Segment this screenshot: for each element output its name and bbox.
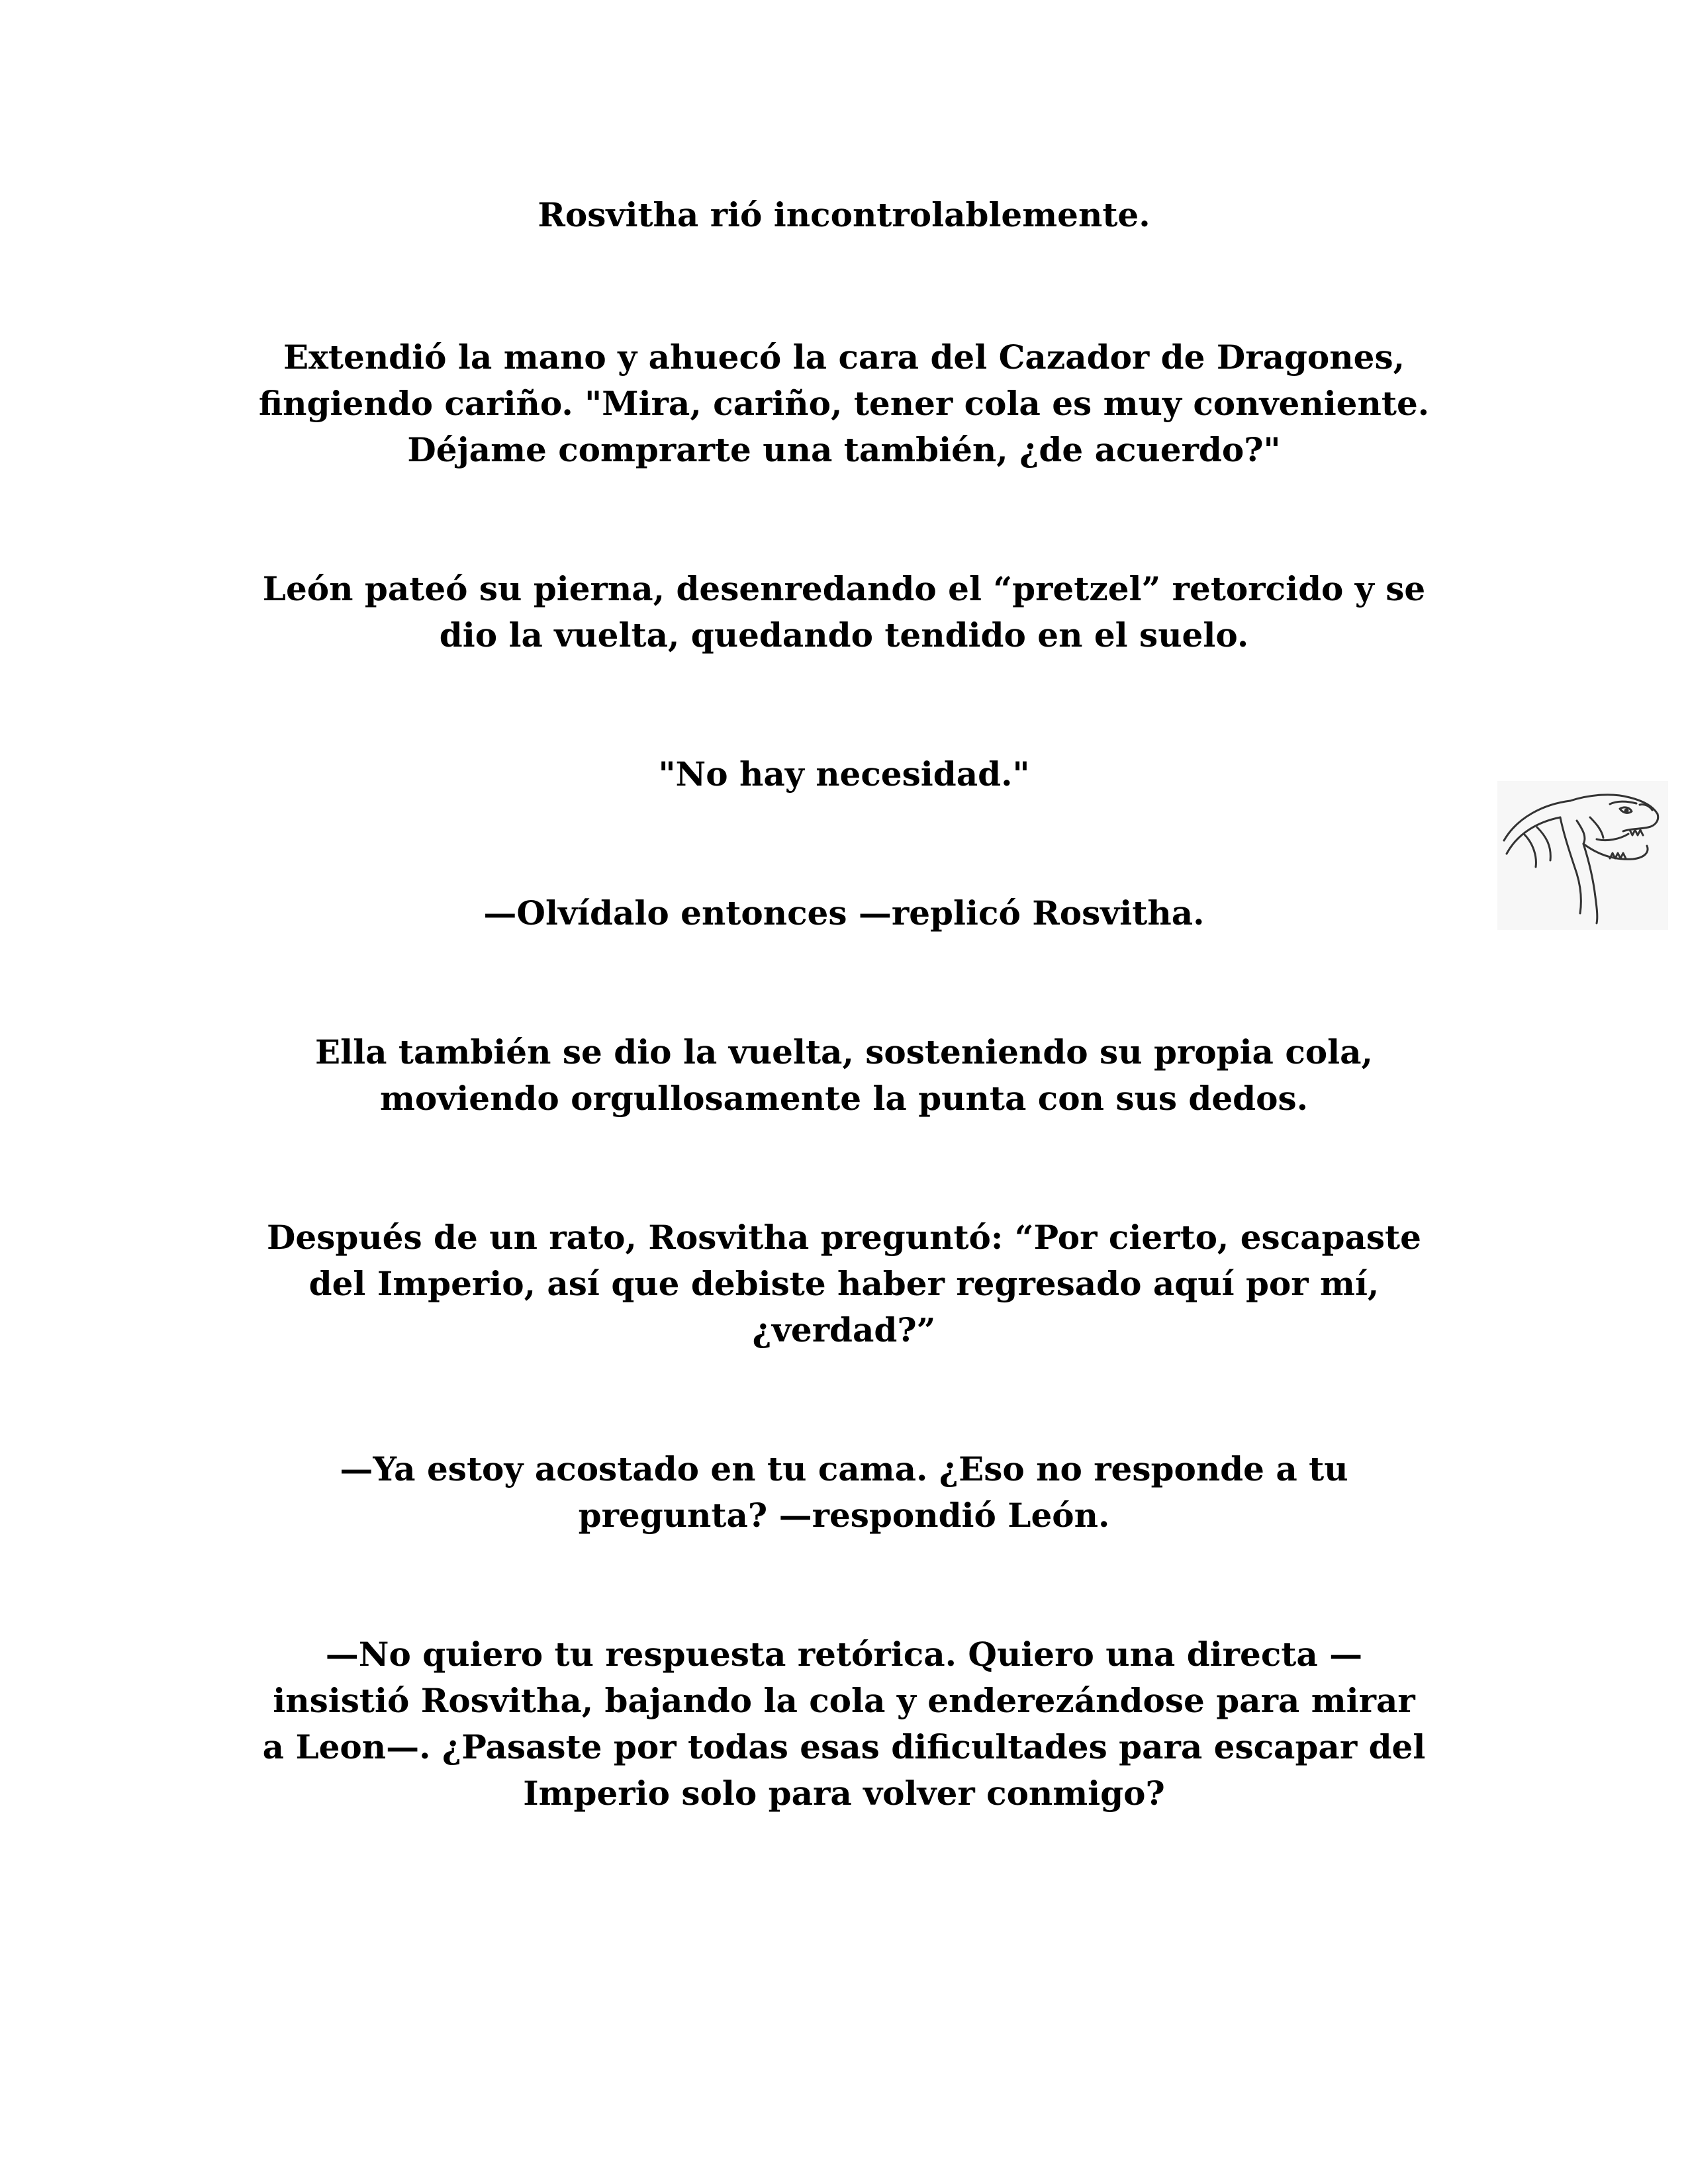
paragraph-3: [182, 566, 1506, 659]
paragraph-line: —Olvídalo entonces —replicó Rosvitha.: [483, 893, 1205, 933]
paragraph-line: —Ya estoy acostado en tu cama. ¿Eso no responde a tu: [340, 1449, 1348, 1488]
dragon-head-sketch-icon: [1497, 781, 1668, 930]
paragraph-9: [182, 1631, 1506, 1817]
paragraph-7: [182, 1214, 1506, 1353]
paragraph-line: moviendo orgullosamente la punta con sus dedos.: [379, 1079, 1309, 1118]
paragraph-line: —No quiero tu respuesta retórica. Quiero una directa —: [325, 1635, 1363, 1674]
paragraph-line: "No hay necesidad.": [658, 754, 1030, 794]
paragraph-line: pregunta? —respondió León.: [578, 1496, 1110, 1535]
paragraph-line: Rosvitha rió incontrolablemente.: [538, 195, 1150, 234]
paragraph-line: del Imperio, así que debiste haber regresado aquí por mí,: [308, 1264, 1380, 1303]
paragraph-line: León pateó su pierna, desenredando el “pretzel” retorcido y se: [262, 569, 1426, 608]
paragraph-8: [182, 1446, 1506, 1539]
paragraph-5: [182, 890, 1506, 936]
paragraph-line: dio la vuelta, quedando tendido en el suelo.: [439, 615, 1249, 655]
paragraph-line: Ella también se dio la vuelta, sosteniendo su propia cola,: [315, 1032, 1373, 1071]
paragraph-6: [182, 1029, 1506, 1122]
paragraph-2: [182, 334, 1506, 473]
paragraph-line: ¿verdad?”: [752, 1310, 936, 1349]
paragraph-line: fingiendo cariño. "Mira, cariño, tener cola es muy conveniente.: [258, 384, 1430, 423]
paragraph-1: [182, 192, 1506, 238]
paragraph-line: Después de un rato, Rosvitha preguntó: “Por cierto, escapaste: [267, 1218, 1421, 1257]
paragraph-4: [182, 751, 1506, 797]
paragraph-line: Déjame comprarte una también, ¿de acuerdo?": [407, 430, 1281, 469]
paragraph-line: Extendió la mano y ahuecó la cara del Cazador de Dragones,: [283, 338, 1405, 377]
paragraph-line: insistió Rosvitha, bajando la cola y enderezándose para mirar: [273, 1681, 1415, 1720]
paragraph-line: Imperio solo para volver conmigo?: [523, 1774, 1165, 1813]
paragraph-line: a Leon—. ¿Pasaste por todas esas dificultades para escapar del: [262, 1727, 1426, 1766]
